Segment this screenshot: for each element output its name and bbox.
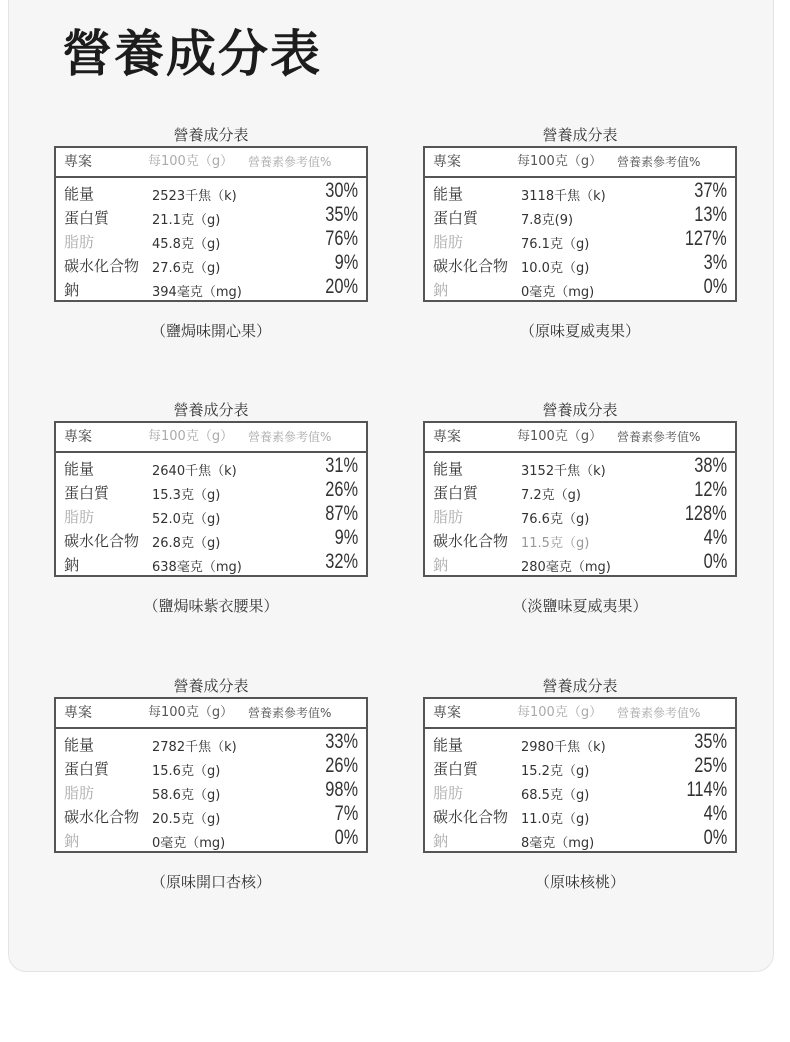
table-row: [56, 205, 366, 229]
nutrient-name: 碳水化合物: [64, 808, 140, 826]
nutrient-name: 脂肪: [433, 784, 464, 802]
table-row: [425, 480, 735, 504]
header-daily-value: 營養素參考值%: [248, 155, 332, 169]
table-row: [425, 181, 735, 205]
table-row: [56, 504, 366, 528]
nutrient-name: 蛋白質: [64, 760, 110, 778]
nutrition-table: [54, 421, 368, 577]
table-row: [56, 780, 366, 804]
header-item: 專案: [64, 154, 92, 170]
nutrient-daily-value: 31%: [325, 454, 358, 477]
nutrient-name: 鈉: [64, 832, 80, 850]
nutrient-daily-value: 0%: [703, 826, 727, 849]
nutrient-amount: 58.6克（g): [152, 788, 221, 803]
table-row: [425, 504, 735, 528]
nutrient-name: 能量: [64, 185, 95, 203]
nutrient-name: 能量: [433, 460, 464, 478]
nutrient-name: 脂肪: [64, 233, 95, 251]
nutrient-daily-value: 128%: [685, 502, 727, 525]
page-title: 營養成分表: [62, 25, 322, 83]
nutrient-daily-value: 32%: [325, 550, 358, 573]
nutrient-amount: 2640千焦（k): [152, 464, 237, 479]
nutrition-table: [423, 697, 737, 853]
nutrition-panel-6: [423, 675, 737, 892]
table-row: [425, 804, 735, 828]
header-per-100g: 每100克（g）: [148, 154, 234, 169]
nutrient-daily-value: 25%: [694, 754, 727, 777]
nutrient-name: 脂肪: [433, 233, 464, 251]
nutrient-name: 鈉: [433, 832, 449, 850]
nutrient-name: 蛋白質: [433, 484, 479, 502]
table-row: [56, 528, 366, 552]
table-row: [425, 277, 735, 301]
panel-heading: 營養成分表: [173, 401, 249, 419]
nutrition-panel-3: [54, 399, 368, 616]
nutrition-panel-1: [54, 124, 368, 341]
header-daily-value: 營養素參考值%: [248, 430, 332, 444]
nutrient-name: 能量: [433, 185, 464, 203]
nutrient-name: 鈉: [433, 281, 449, 299]
panel-heading: 營養成分表: [542, 401, 618, 419]
table-row: [425, 528, 735, 552]
nutrient-name: 蛋白質: [64, 209, 110, 227]
nutrient-daily-value: 20%: [325, 275, 358, 298]
nutrient-daily-value: 127%: [685, 227, 727, 250]
panel-heading: 營養成分表: [173, 126, 249, 144]
nutrient-name: 鈉: [64, 281, 80, 299]
nutrient-amount: 3152千焦（k): [521, 464, 606, 479]
nutrient-name: 碳水化合物: [433, 532, 509, 550]
product-caption: （原味開口杏核）: [150, 873, 271, 891]
header-per-100g: 每100克（g）: [148, 705, 234, 720]
nutrient-amount: 394毫克（mg): [152, 285, 242, 300]
nutrient-daily-value: 26%: [325, 754, 358, 777]
nutrient-amount: 21.1克（g): [152, 213, 221, 228]
nutrient-amount: 0毫克（mg): [152, 836, 226, 851]
nutrient-daily-value: 87%: [325, 502, 358, 525]
header-daily-value: 營養素參考值%: [617, 430, 701, 444]
nutrient-daily-value: 33%: [325, 730, 358, 753]
nutrient-name: 能量: [64, 736, 95, 754]
nutrition-table: [54, 146, 368, 302]
table-header: [425, 148, 735, 178]
nutrient-name: 脂肪: [64, 508, 95, 526]
nutrient-amount: 76.6克（g): [521, 512, 590, 527]
nutrient-name: 蛋白質: [433, 760, 479, 778]
header-per-100g: 每100克（g）: [148, 429, 234, 444]
nutrient-amount: 68.5克（g): [521, 788, 590, 803]
nutrition-table: [423, 421, 737, 577]
header-daily-value: 營養素參考值%: [617, 706, 701, 720]
table-row: [56, 756, 366, 780]
nutrient-daily-value: 13%: [694, 203, 727, 226]
table-row: [56, 804, 366, 828]
nutrient-amount: 15.3克（g): [152, 488, 221, 503]
header-per-100g: 每100克（g）: [517, 705, 603, 720]
panel-heading: 營養成分表: [173, 677, 249, 695]
nutrient-name: 碳水化合物: [64, 257, 140, 275]
table-header: [56, 423, 366, 453]
nutrient-daily-value: 114%: [686, 778, 727, 801]
nutrient-amount: 638毫克（mg): [152, 560, 242, 575]
nutrition-panel-5: [54, 675, 368, 892]
table-body: [425, 453, 735, 576]
nutrient-daily-value: 12%: [694, 478, 727, 501]
nutrient-amount: 11.0克（g): [521, 812, 590, 827]
header-daily-value: 營養素參考值%: [617, 155, 701, 169]
panel-heading: 營養成分表: [542, 126, 618, 144]
table-header: [425, 423, 735, 453]
table-header: [56, 699, 366, 729]
nutrient-daily-value: 37%: [694, 179, 727, 202]
product-caption: （鹽焗味紫衣腰果）: [143, 597, 279, 615]
table-header: [425, 699, 735, 729]
table-row: [56, 828, 366, 852]
table-row: [56, 456, 366, 480]
nutrient-daily-value: 0%: [703, 550, 727, 573]
header-item: 專案: [433, 705, 461, 721]
nutrition-panel-2: [423, 124, 737, 341]
nutrient-name: 能量: [433, 736, 464, 754]
table-row: [425, 456, 735, 480]
nutrient-daily-value: 76%: [325, 227, 358, 250]
nutrient-name: 鈉: [433, 556, 449, 574]
table-row: [56, 229, 366, 253]
nutrient-amount: 45.8克（g): [152, 237, 221, 252]
table-row: [425, 732, 735, 756]
nutrient-daily-value: 0%: [703, 275, 727, 298]
nutrient-name: 能量: [64, 460, 95, 478]
nutrient-amount: 0毫克（mg): [521, 285, 595, 300]
nutrient-amount: 3118千焦（k): [521, 189, 606, 204]
table-row: [56, 480, 366, 504]
table-row: [56, 277, 366, 301]
nutrient-amount: 2980千焦（k): [521, 740, 606, 755]
header-item: 專案: [433, 429, 461, 445]
nutrient-amount: 280毫克（mg): [521, 560, 611, 575]
nutrient-name: 鈉: [64, 556, 80, 574]
nutrition-panel-4: [423, 399, 737, 616]
nutrient-name: 蛋白質: [433, 209, 479, 227]
nutrient-daily-value: 9%: [334, 251, 358, 274]
nutrient-daily-value: 35%: [325, 203, 358, 226]
product-caption: （原味夏威夷果）: [519, 322, 640, 340]
nutrient-amount: 52.0克（g): [152, 512, 221, 527]
nutrient-amount: 10.0克（g): [521, 261, 590, 276]
table-body: [56, 178, 366, 301]
product-caption: （淡鹽味夏威夷果）: [512, 597, 648, 615]
header-item: 專案: [433, 154, 461, 170]
nutrient-amount: 76.1克（g): [521, 237, 590, 252]
nutrition-table: [423, 146, 737, 302]
table-row: [56, 732, 366, 756]
header-item: 專案: [64, 429, 92, 445]
nutrient-name: 碳水化合物: [433, 808, 509, 826]
nutrient-amount: 26.8克（g): [152, 536, 221, 551]
nutrient-amount: 2523千焦（k): [152, 189, 237, 204]
table-row: [425, 253, 735, 277]
nutrient-name: 碳水化合物: [64, 532, 140, 550]
header-per-100g: 每100克（g）: [517, 429, 603, 444]
table-row: [56, 253, 366, 277]
panel-heading: 營養成分表: [542, 677, 618, 695]
table-body: [56, 729, 366, 852]
nutrition-table: [54, 697, 368, 853]
nutrient-amount: 7.8克(9): [521, 213, 574, 228]
nutrient-daily-value: 3%: [703, 251, 727, 274]
nutrient-name: 脂肪: [64, 784, 95, 802]
nutrient-daily-value: 4%: [703, 802, 727, 825]
nutrient-daily-value: 9%: [334, 526, 358, 549]
table-row: [425, 552, 735, 576]
header-item: 專案: [64, 705, 92, 721]
nutrient-amount: 15.2克（g): [521, 764, 590, 779]
nutrient-name: 脂肪: [433, 508, 464, 526]
table-body: [56, 453, 366, 576]
table-row: [56, 552, 366, 576]
table-header: [56, 148, 366, 178]
nutrient-daily-value: 0%: [334, 826, 358, 849]
nutrient-daily-value: 26%: [325, 478, 358, 501]
product-caption: （鹽焗味開心果）: [150, 322, 271, 340]
nutrient-daily-value: 4%: [703, 526, 727, 549]
table-row: [56, 181, 366, 205]
nutrient-daily-value: 30%: [325, 179, 358, 202]
table-row: [425, 828, 735, 852]
nutrient-daily-value: 38%: [694, 454, 727, 477]
nutrient-amount: 11.5克（g): [521, 536, 590, 551]
table-body: [425, 729, 735, 852]
nutrient-amount: 27.6克（g): [152, 261, 221, 276]
nutrient-amount: 20.5克（g): [152, 812, 221, 827]
nutrient-daily-value: 7%: [334, 802, 358, 825]
nutrient-amount: 7.2克（g): [521, 488, 581, 503]
nutrient-name: 碳水化合物: [433, 257, 509, 275]
table-row: [425, 780, 735, 804]
nutrient-amount: 2782千焦（k): [152, 740, 237, 755]
nutrient-daily-value: 35%: [694, 730, 727, 753]
table-row: [425, 205, 735, 229]
header-per-100g: 每100克（g）: [517, 154, 603, 169]
nutrient-daily-value: 98%: [325, 778, 358, 801]
header-daily-value: 營養素參考值%: [248, 706, 332, 720]
nutrient-amount: 15.6克（g): [152, 764, 221, 779]
nutrient-name: 蛋白質: [64, 484, 110, 502]
product-caption: （原味核桃）: [534, 873, 625, 891]
nutrient-amount: 8毫克（mg): [521, 836, 595, 851]
table-row: [425, 229, 735, 253]
table-body: [425, 178, 735, 301]
table-row: [425, 756, 735, 780]
